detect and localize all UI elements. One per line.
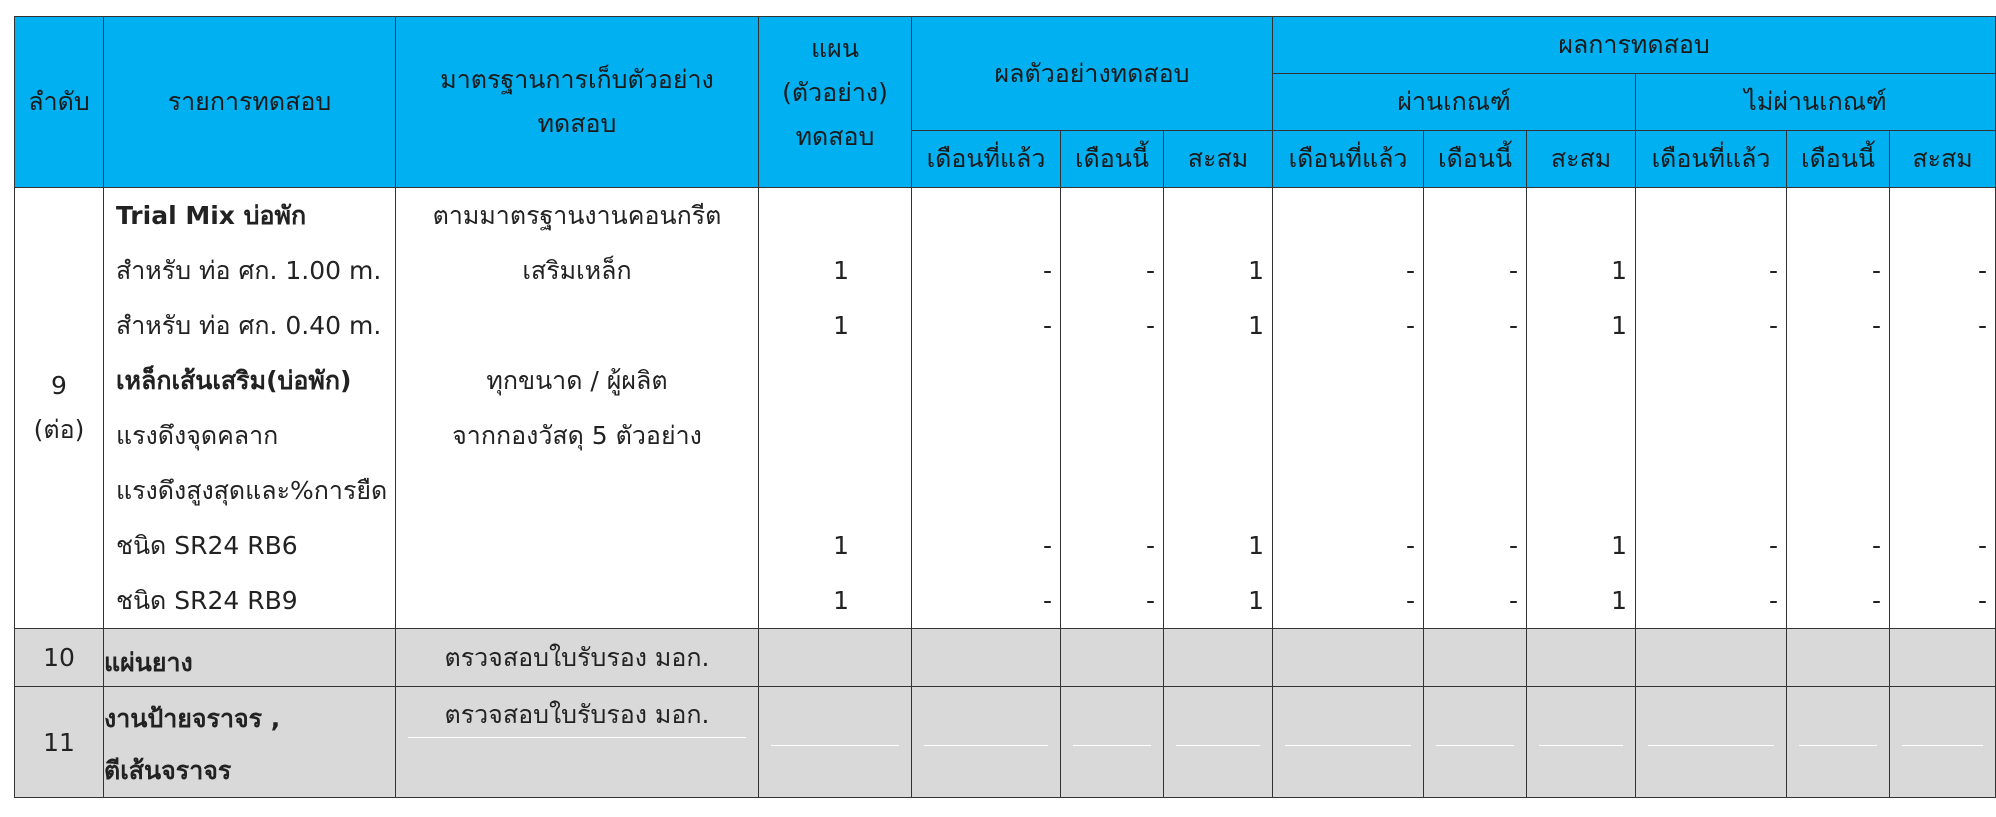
- row9-value-cell: -: [1872, 256, 1882, 285]
- row9-value-cell: 1: [1611, 531, 1628, 560]
- row9-value-cell: [1424, 188, 1526, 243]
- row9-value-cell: [1273, 463, 1423, 518]
- row11-plan: [759, 687, 912, 798]
- row9-sample-cumulative-values: [1164, 188, 1272, 628]
- row10-pass-this-month: [1424, 629, 1527, 687]
- header-pass-last-month: เดือนที่แล้ว: [1273, 131, 1424, 188]
- row9-value-cell: [912, 353, 1060, 408]
- header-pass-cumulative: สะสม: [1527, 131, 1636, 188]
- row9-value-cell: [1061, 408, 1163, 463]
- row9-fail-cumulative: [1890, 188, 1996, 629]
- row11-sample-this-month: [1061, 687, 1164, 798]
- row9-value-cell: -: [1978, 311, 1988, 340]
- row11-underline: [1799, 745, 1877, 746]
- row9-value-cell: 1: [833, 311, 849, 340]
- row9-fail-last-month-values: [1636, 188, 1786, 628]
- row10-fail-this-month: [1787, 629, 1890, 687]
- row9-item-line: สำหรับ ท่อ ศก. 0.40 m.: [116, 311, 382, 340]
- row9-value-cell: 1: [1248, 311, 1265, 340]
- row9-value-cell: [912, 408, 1060, 463]
- row9-item-line: ชนิด SR24 RB9: [116, 586, 298, 615]
- row11-sample-last-month: [912, 687, 1061, 798]
- row9-value-cell: -: [1509, 586, 1519, 615]
- row9-value-cell: 1: [1248, 531, 1265, 560]
- row9-value-cell: -: [1145, 531, 1155, 560]
- row9-item-line: เหล็กเส้นเสริม(บ่อพัก): [116, 366, 352, 395]
- row10-item: แผ่นยาง: [104, 629, 396, 687]
- row9-value-cell: [1787, 188, 1889, 243]
- row9-item-line: Trial Mix บ่อพัก: [116, 201, 307, 230]
- row9-no: [15, 188, 104, 629]
- header-test-results: ผลการทดสอบ: [1273, 17, 1996, 74]
- row9-value-cell: [1273, 188, 1423, 243]
- row9-standard-line: เสริมเหล็ก: [522, 256, 632, 285]
- row9-value-cell: -: [1509, 311, 1519, 340]
- row9-item-line: ชนิด SR24 RB6: [116, 531, 298, 560]
- row9-value-cell: [1636, 353, 1786, 408]
- row9-items-list: [104, 188, 395, 628]
- row9-value-cell: 1: [1611, 586, 1628, 615]
- row9-value-cell: [1061, 353, 1163, 408]
- row9-standards-list: [396, 188, 758, 628]
- header-pass-this-month: เดือนนี้: [1424, 131, 1527, 188]
- row9-pass-last-month-values: [1273, 188, 1423, 628]
- row10-pass-cumulative: [1527, 629, 1636, 687]
- row11-plan-underline: [771, 745, 899, 746]
- header-standard-line2: ทดสอบ: [537, 109, 617, 138]
- row9-value-cell: 1: [1248, 256, 1265, 285]
- row9-standard-line: [396, 518, 758, 573]
- row9-sample-this-month-values: [1061, 188, 1163, 628]
- table-row-9: [15, 188, 1996, 629]
- header-fail-this-month: เดือนนี้: [1787, 131, 1890, 188]
- row11-underline: [1176, 745, 1260, 746]
- row9-value-cell: [759, 463, 911, 518]
- row9-standard-line: ทุกขนาด / ผู้ผลิต: [486, 366, 668, 395]
- row9-value-cell: [912, 463, 1060, 518]
- row9-value-cell: [1890, 188, 1995, 243]
- row9-value-cell: 1: [1611, 311, 1628, 340]
- row11-item-line1: งานป้ายจราจร ,: [104, 704, 281, 733]
- row9-value-cell: [1273, 408, 1423, 463]
- row9-pass-cumulative-values: [1527, 188, 1635, 628]
- row9-pass-this-month-values: [1424, 188, 1526, 628]
- header-fail-cumulative: สะสม: [1890, 131, 1996, 188]
- header-fail: ไม่ผ่านเกณฑ์: [1636, 74, 1996, 131]
- row11-standard-text: ตรวจสอบใบรับรอง มอก.: [444, 700, 710, 729]
- row9-value-cell: [1890, 408, 1995, 463]
- table-row-10: [15, 629, 1996, 687]
- header-pass: ผ่านเกณฑ์: [1273, 74, 1636, 131]
- header-fail-last-month: เดือนที่แล้ว: [1636, 131, 1787, 188]
- row11-underline: [1539, 745, 1623, 746]
- header-standard: [396, 17, 759, 188]
- row11-underline: [1436, 745, 1514, 746]
- header-sample-last-month: เดือนที่แล้ว: [912, 131, 1061, 188]
- row9-value-cell: -: [1978, 256, 1988, 285]
- row9-pass-cumulative: [1527, 188, 1636, 629]
- header-standard-line1: มาตรฐานการเก็บตัวอย่าง: [440, 65, 714, 94]
- row10-fail-last-month: [1636, 629, 1787, 687]
- row9-value-cell: -: [1042, 311, 1052, 340]
- row9-value-cell: [1527, 408, 1635, 463]
- row9-value-cell: [1273, 353, 1423, 408]
- row9-value-cell: [759, 353, 911, 408]
- row11-fail-this-month: [1787, 687, 1890, 798]
- row11-pass-cumulative: [1527, 687, 1636, 798]
- row9-value-cell: [1636, 408, 1786, 463]
- row10-plan: [759, 629, 912, 687]
- row9-value-cell: [912, 188, 1060, 243]
- row11-item: [104, 687, 396, 798]
- row9-value-cell: -: [1769, 586, 1779, 615]
- row9-value-cell: -: [1406, 256, 1416, 285]
- row9-items: [104, 188, 396, 629]
- row11-no: 11: [15, 687, 104, 798]
- row9-standard-line: [396, 463, 758, 518]
- header-no: ลำดับ: [15, 17, 104, 188]
- header-sample-this-month: เดือนนี้: [1061, 131, 1164, 188]
- header-item: รายการทดสอบ: [104, 17, 396, 188]
- row11-fail-cumulative: [1890, 687, 1996, 798]
- row9-item-line: สำหรับ ท่อ ศก. 1.00 m.: [116, 256, 382, 285]
- row11-standard: [396, 687, 759, 798]
- row9-value-cell: [1890, 353, 1995, 408]
- row11-underline: [1648, 745, 1774, 746]
- header-plan: [759, 17, 912, 188]
- row11-underline: [1285, 745, 1411, 746]
- row9-value-cell: -: [1769, 256, 1779, 285]
- row9-value-cell: [1164, 408, 1272, 463]
- row9-value-cell: 1: [1248, 586, 1265, 615]
- row9-value-cell: [1527, 353, 1635, 408]
- row11-underline: [924, 745, 1048, 746]
- row9-fail-this-month: [1787, 188, 1890, 629]
- row9-value-cell: -: [1872, 586, 1882, 615]
- row9-value-cell: -: [1872, 311, 1882, 340]
- row9-value-cell: -: [1145, 586, 1155, 615]
- header-plan-line2: (ตัวอย่าง): [782, 78, 888, 107]
- row9-value-cell: [1636, 188, 1786, 243]
- row9-value-cell: [1787, 463, 1889, 518]
- row9-value-cell: -: [1406, 586, 1416, 615]
- row9-fail-this-month-values: [1787, 188, 1889, 628]
- row9-standard-line: [396, 573, 758, 628]
- row9-value-cell: -: [1509, 256, 1519, 285]
- table-header: [15, 17, 1996, 188]
- row9-value-cell: -: [1509, 531, 1519, 560]
- row9-value-cell: -: [1042, 256, 1052, 285]
- row9-item-line: แรงดึงสูงสุดและ%การยืด: [116, 476, 388, 505]
- row9-value-cell: -: [1769, 311, 1779, 340]
- row9-value-cell: 1: [1611, 256, 1628, 285]
- row9-standard-line: จากกองวัสดุ 5 ตัวอย่าง: [452, 421, 702, 450]
- row9-standards: [396, 188, 759, 629]
- row9-value-cell: [1527, 463, 1635, 518]
- table-row-11: [15, 687, 1996, 798]
- row11-pass-last-month: [1273, 687, 1424, 798]
- row9-value-cell: [1424, 353, 1526, 408]
- row9-value-cell: [1061, 463, 1163, 518]
- row9-value-cell: [1636, 463, 1786, 518]
- row9-value-cell: [1787, 353, 1889, 408]
- header-sample-cumulative: สะสม: [1164, 131, 1273, 188]
- row9-sample-last-month: [912, 188, 1061, 629]
- row9-value-cell: -: [1978, 531, 1988, 560]
- row9-standard-line: ตามมาตรฐานงานคอนกรีต: [432, 201, 722, 230]
- row9-value-cell: -: [1145, 256, 1155, 285]
- row9-value-cell: [1424, 408, 1526, 463]
- row9-sample-last-month-values: [912, 188, 1060, 628]
- row9-value-cell: -: [1978, 586, 1988, 615]
- row11-underline: [1073, 745, 1151, 746]
- row9-plan: [759, 188, 912, 629]
- row9-value-cell: -: [1406, 311, 1416, 340]
- row10-sample-this-month: [1061, 629, 1164, 687]
- header-sample-results: ผลตัวอย่างทดสอบ: [912, 17, 1273, 131]
- row10-standard: ตรวจสอบใบรับรอง มอก.: [396, 629, 759, 687]
- row10-no: 10: [15, 629, 104, 687]
- row9-value-cell: 1: [833, 531, 849, 560]
- row9-value-cell: [1527, 188, 1635, 243]
- row10-fail-cumulative: [1890, 629, 1996, 687]
- row9-value-cell: -: [1042, 586, 1052, 615]
- header-plan-line1: แผน: [811, 34, 859, 63]
- row9-value-cell: [1890, 463, 1995, 518]
- row11-underline: [1902, 745, 1983, 746]
- row11-sample-cumulative: [1164, 687, 1273, 798]
- row9-value-cell: 1: [833, 256, 849, 285]
- row11-item-line2: ตีเส้นจราจร: [104, 756, 232, 785]
- row9-value-cell: -: [1042, 531, 1052, 560]
- row9-value-cell: [759, 408, 911, 463]
- row9-sample-cumulative: [1164, 188, 1273, 629]
- row9-value-cell: -: [1872, 531, 1882, 560]
- row9-value-cell: [1061, 188, 1163, 243]
- row9-value-cell: [1424, 463, 1526, 518]
- header-plan-line3: ทดสอบ: [795, 122, 875, 151]
- row9-fail-cumulative-values: [1890, 188, 1995, 628]
- row9-value-cell: 1: [833, 586, 849, 615]
- row9-value-cell: -: [1406, 531, 1416, 560]
- row9-value-cell: -: [1145, 311, 1155, 340]
- row9-pass-last-month: [1273, 188, 1424, 629]
- row10-sample-last-month: [912, 629, 1061, 687]
- row9-no-line1: 9: [51, 371, 67, 400]
- row9-value-cell: [1164, 353, 1272, 408]
- row9-value-cell: [1164, 188, 1272, 243]
- row11-fail-last-month: [1636, 687, 1787, 798]
- row9-fail-last-month: [1636, 188, 1787, 629]
- row9-value-cell: [759, 188, 911, 243]
- row9-no-line2: (ต่อ): [33, 415, 85, 444]
- test-results-table: [14, 16, 1996, 798]
- row11-pass-this-month: [1424, 687, 1527, 798]
- row9-value-cell: [1164, 463, 1272, 518]
- row9-item-line: แรงดึงจุดคลาก: [116, 421, 279, 450]
- row9-value-cell: -: [1769, 531, 1779, 560]
- row10-pass-last-month: [1273, 629, 1424, 687]
- row9-value-cell: [1787, 408, 1889, 463]
- row9-plan-values: [759, 188, 911, 628]
- row11-standard-underline: [408, 737, 746, 738]
- row9-standard-line: [396, 298, 758, 353]
- row9-pass-this-month: [1424, 188, 1527, 629]
- row9-sample-this-month: [1061, 188, 1164, 629]
- row10-sample-cumulative: [1164, 629, 1273, 687]
